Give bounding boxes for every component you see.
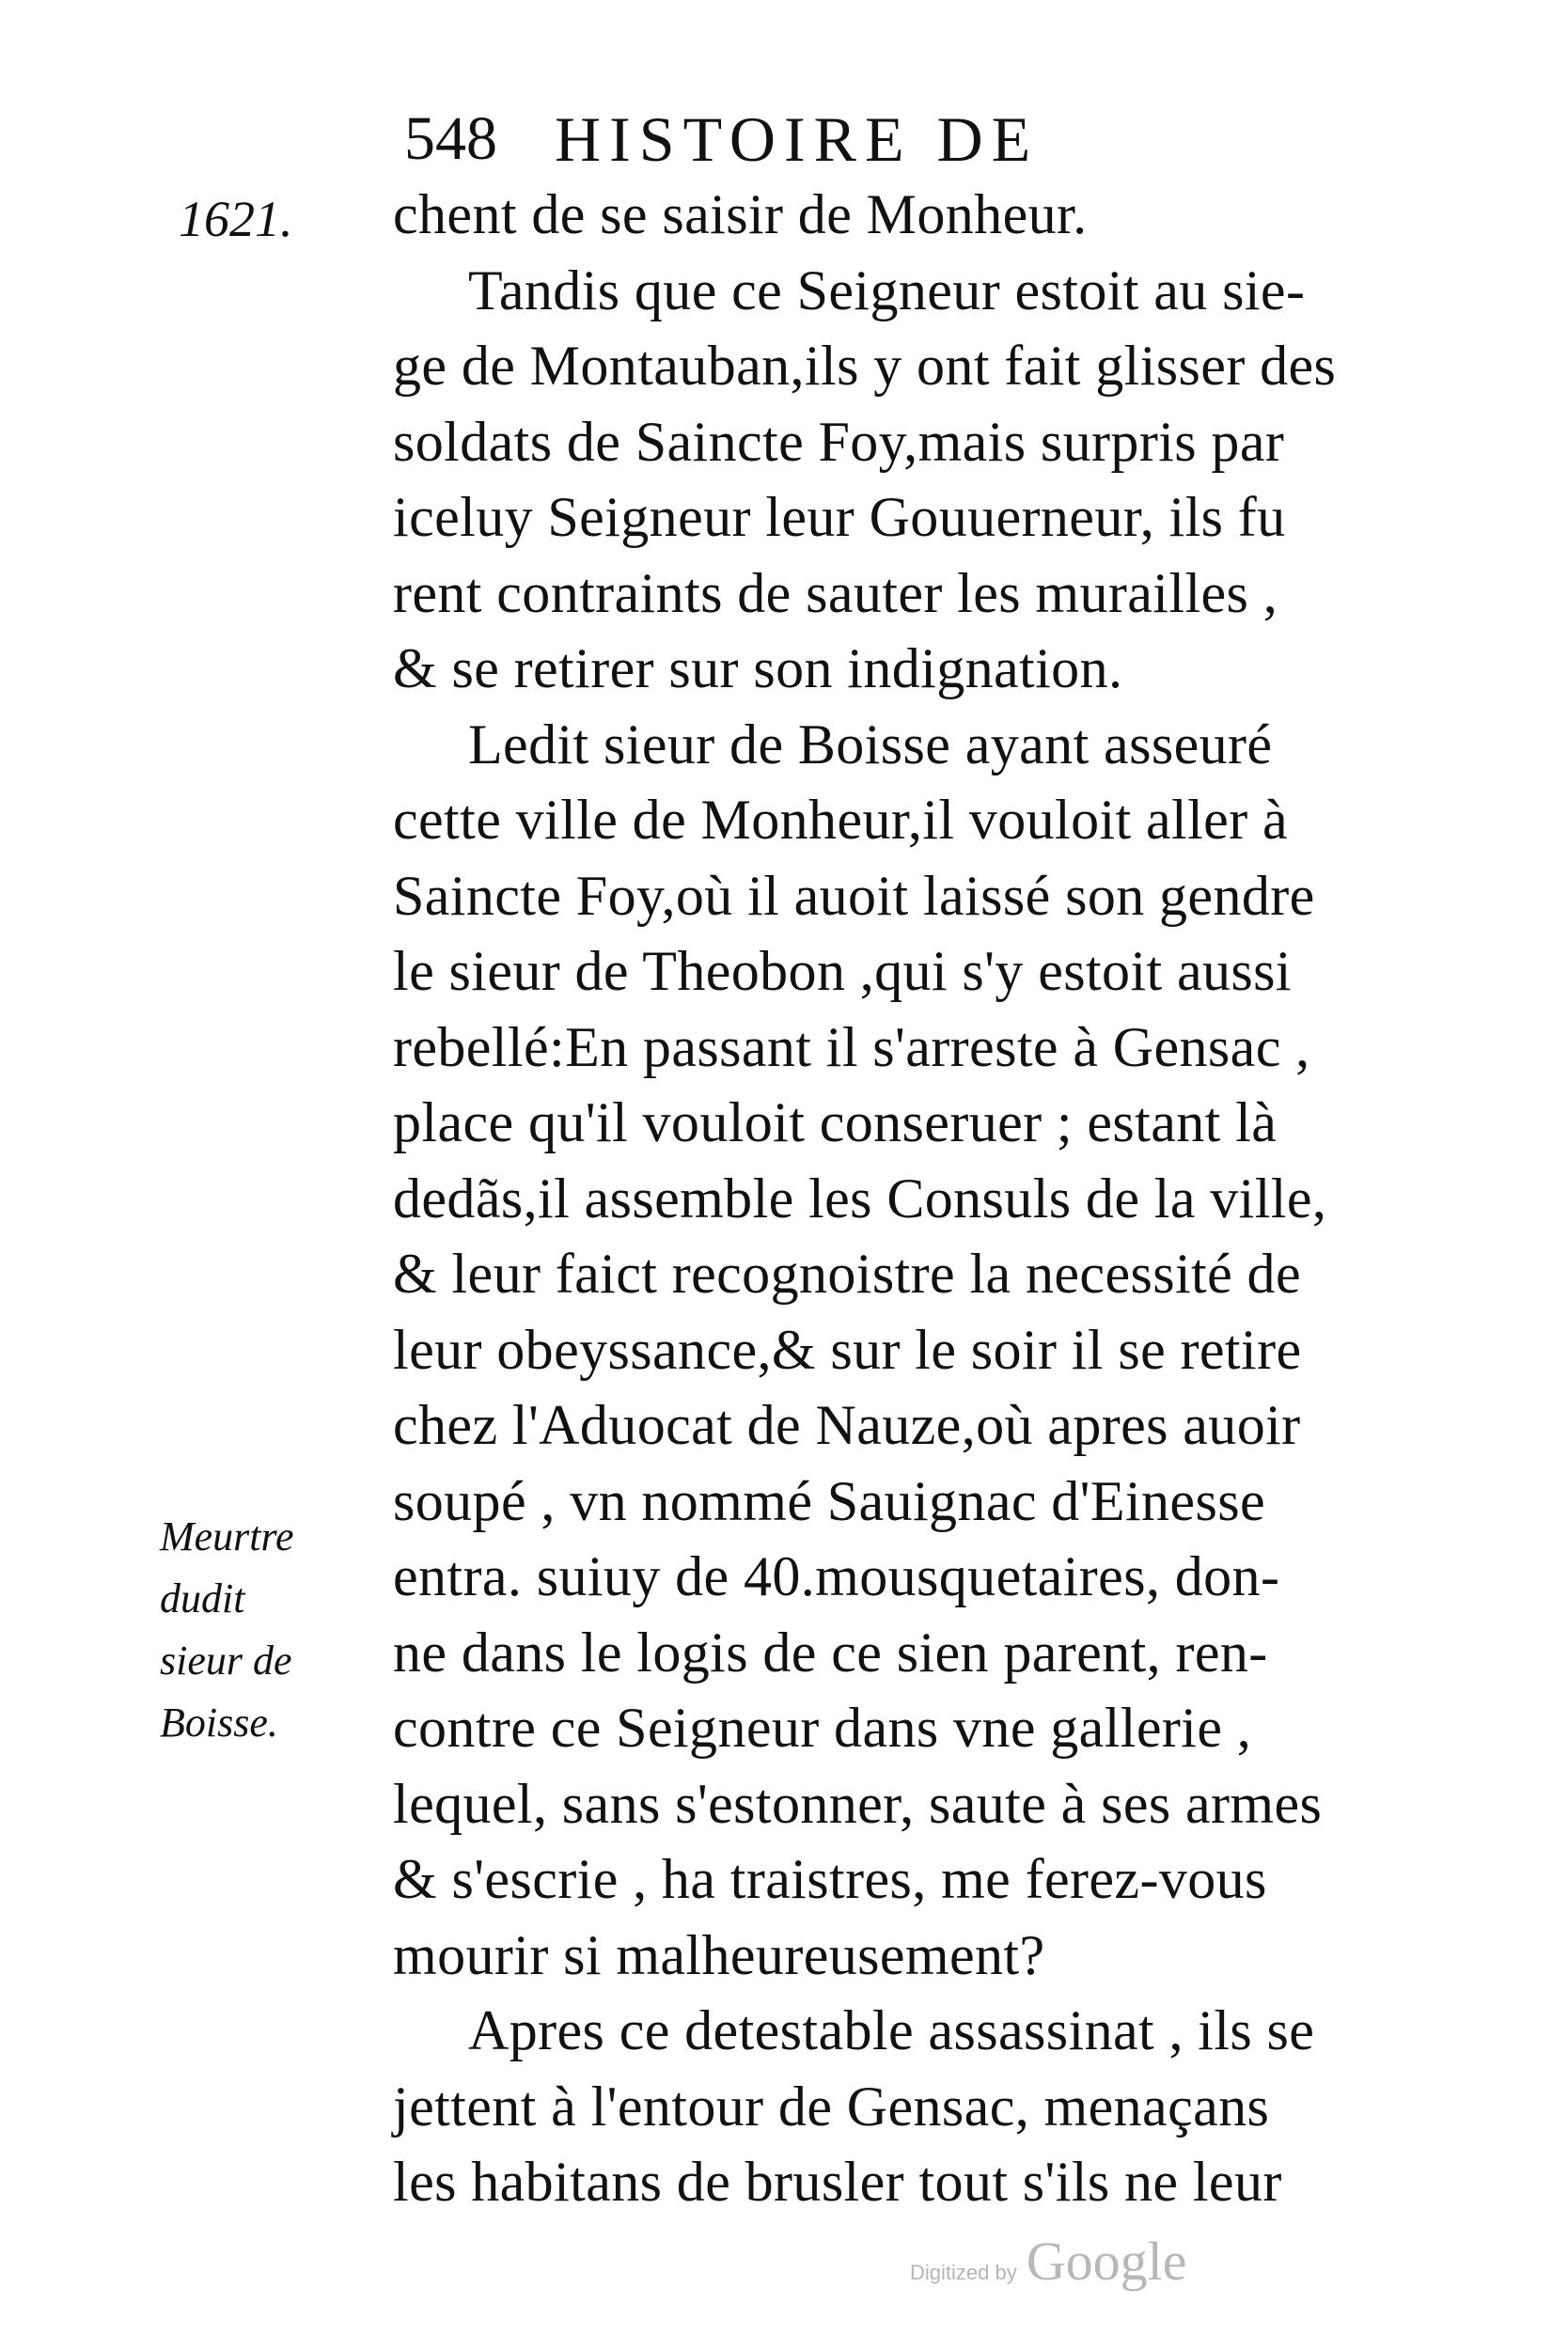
running-head	[404, 102, 1250, 177]
margin-note-line: Meurtre	[160, 1513, 294, 1559]
margin-year: 1621.	[179, 191, 293, 247]
text-line: & s'escrie , ha traistres, me ferez-vous	[393, 1848, 1267, 1910]
text-line: rent contraints de sauter les murailles ,	[393, 561, 1278, 624]
text-line: soldats de Saincte Foy,mais surpris par	[393, 410, 1285, 473]
text-line: entra. suiuy de 40.mousquetaires, don-	[393, 1545, 1280, 1607]
text-line: soupé , vn nommé Sauignac d'Einesse	[393, 1469, 1265, 1532]
watermark-prefix: Digitized by	[910, 2261, 1017, 2284]
text-line: rebellé:En passant il s'arreste à Gensac ,	[393, 1015, 1310, 1078]
text-line: contre ce Seigneur dans vne gallerie ,	[393, 1697, 1252, 1759]
text-line: place qu'il vouloit conseruer ; estant là	[393, 1091, 1278, 1153]
text-line: cette ville de Monheur,il vouloit aller à	[393, 789, 1289, 851]
watermark-brand: Google	[1026, 2231, 1187, 2292]
text-line: jettent à l'entour de Gensac, menaçans	[393, 2075, 1270, 2138]
digitization-watermark	[910, 2230, 1186, 2305]
text-line: lequel, sans s'estonner, saute à ses armes	[393, 1772, 1323, 1835]
body-text	[393, 177, 1455, 2220]
margin-note-line: sieur de	[160, 1637, 292, 1684]
text-line: ne dans le logis de ce sien parent, ren-	[393, 1621, 1268, 1684]
text-line: ge de Montauban,ils y ont fait glisser des	[393, 335, 1337, 397]
text-line: Tandis que ce Seigneur estoit au sie-	[468, 258, 1306, 321]
running-title: HISTOIRE DE	[555, 103, 1040, 175]
text-line: iceluy Seigneur leur Gouuerneur, ils fu	[393, 486, 1286, 548]
text-line: chent de se saisir de Monheur.	[393, 183, 1088, 245]
page-number: 548	[404, 104, 497, 173]
text-line: chez l'Aduocat de Nauze,où apres auoir	[393, 1394, 1301, 1456]
text-line: Ledit sieur de Boisse ayant asseuré	[468, 713, 1273, 776]
text-line: mourir si malheureusement?	[393, 1923, 1045, 1986]
text-line: Saincte Foy,où il auoit laissé son gendre	[393, 864, 1315, 927]
margin-note-line: Boisse.	[160, 1700, 278, 1746]
text-line: les habitans de brusler tout s'ils ne leur	[393, 2151, 1282, 2213]
text-line: & se retirer sur son indignation.	[393, 637, 1123, 699]
margin-note-line: dudit	[160, 1575, 245, 1622]
text-line: leur obeyssance,& sur le soir il se retire	[393, 1318, 1302, 1381]
margin-note	[160, 1506, 357, 1754]
text-line: le sieur de Theobon ,qui s'y estoit aussi	[393, 940, 1292, 1002]
text-line: Apres ce detestable assassinat , ils se	[468, 1999, 1315, 2061]
text-line: dedãs,il assemble les Consuls de la ville,	[393, 1167, 1327, 1230]
text-line: & leur faict recognoistre la necessité de	[393, 1243, 1301, 1305]
